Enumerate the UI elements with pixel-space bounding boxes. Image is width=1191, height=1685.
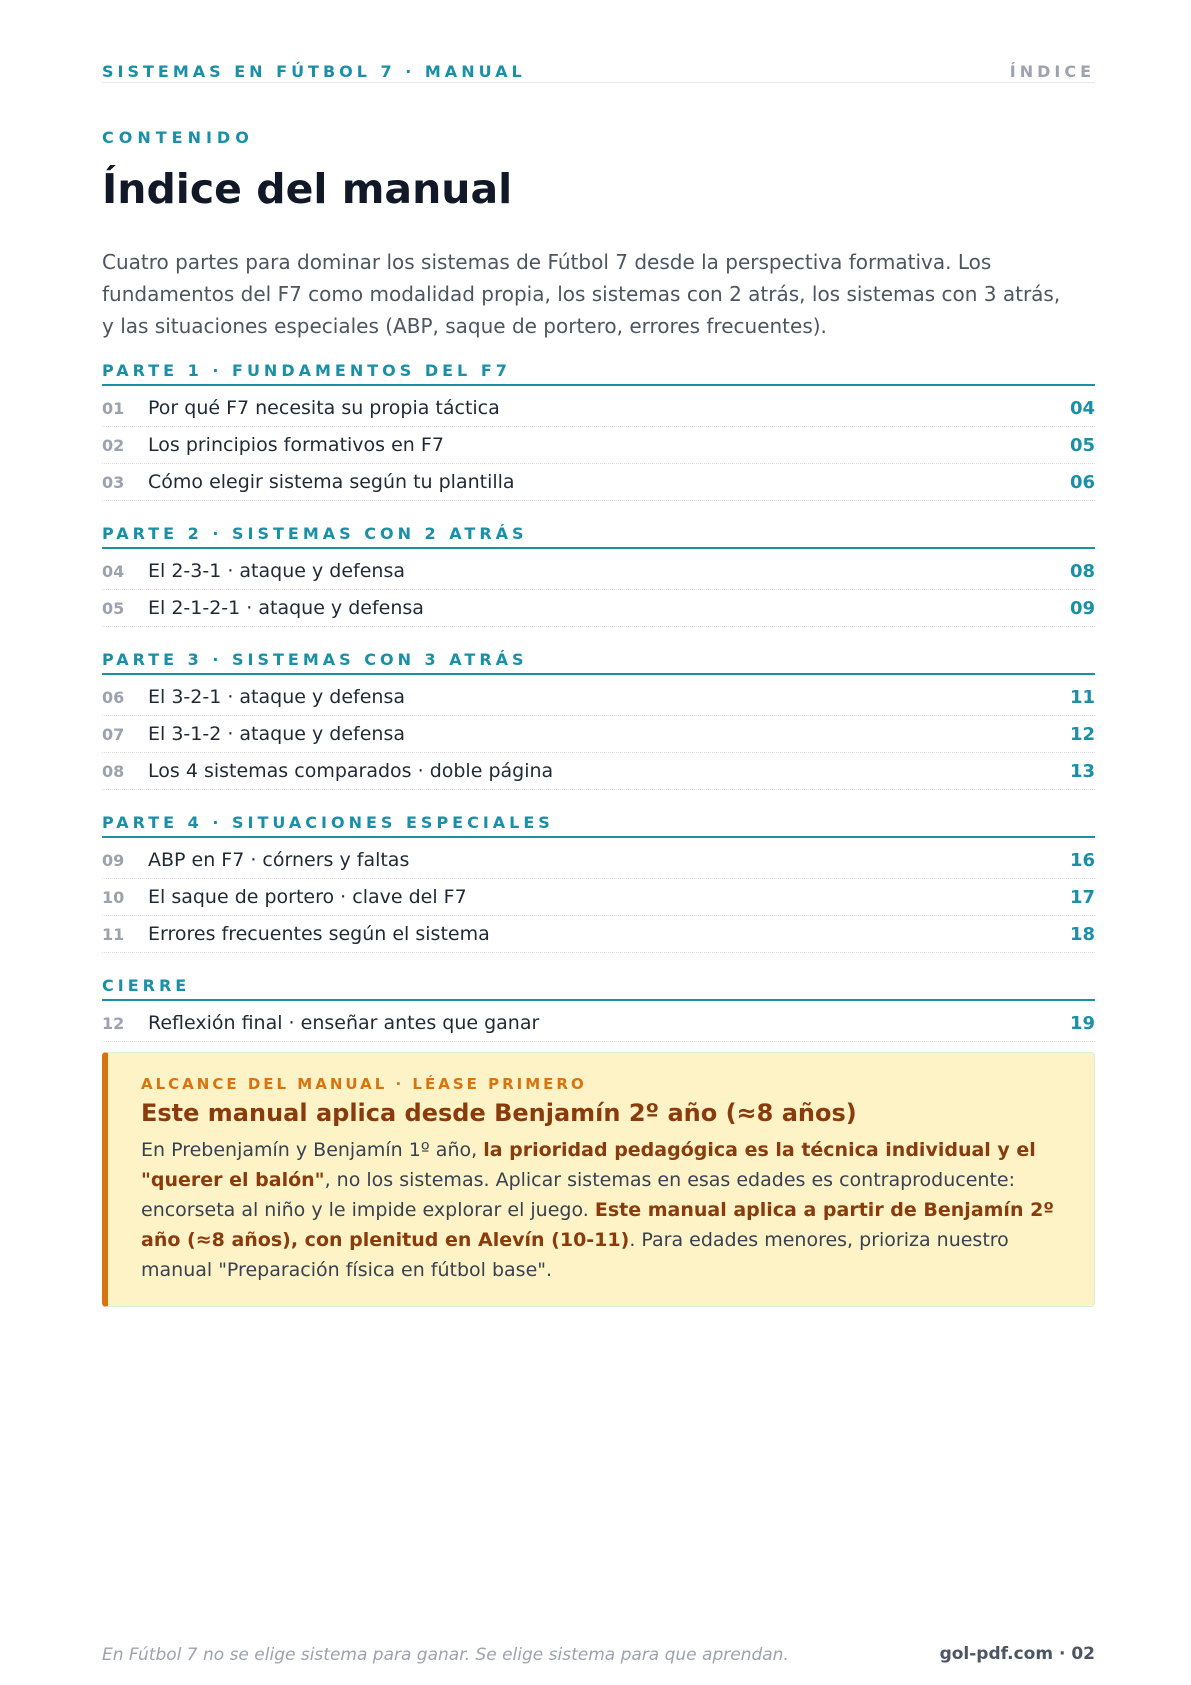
toc-entry[interactable] bbox=[102, 879, 1095, 916]
callout-title: Este manual aplica desde Benjamín 2º año (≈8 años) bbox=[141, 1099, 857, 1127]
toc-part bbox=[102, 649, 1095, 790]
toc-entry-page: 09 bbox=[1069, 598, 1095, 619]
toc-entry[interactable] bbox=[102, 916, 1095, 953]
intro-paragraph: Cuatro partes para dominar los sistemas de Fútbol 7 desde la perspectiva formativa. Los fundamentos del F7 como modalidad propia, los sistemas con 2 atrás, los sistemas con 3 atrás, y las situaciones especiales (ABP, saque de portero, errores frecuentes). bbox=[102, 250, 1061, 338]
toc-part-heading: PARTE 1 · FUNDAMENTOS DEL F7 bbox=[102, 360, 1095, 386]
toc-entry-title: Errores frecuentes según el sistema bbox=[148, 923, 490, 945]
toc-entry[interactable] bbox=[102, 590, 1095, 627]
toc-part-heading: PARTE 3 · SISTEMAS CON 3 ATRÁS bbox=[102, 649, 1095, 675]
toc-entry-number: 03 bbox=[102, 473, 125, 492]
toc-entry-number: 05 bbox=[102, 599, 125, 618]
toc-entry-page: 05 bbox=[1069, 435, 1095, 456]
toc-entry-page: 17 bbox=[1069, 887, 1095, 908]
toc-entry-title: Los 4 sistemas comparados · doble página bbox=[148, 760, 554, 782]
footer-site-page: gol-pdf.com · 02 bbox=[939, 1644, 1095, 1664]
callout-text: . Para edades menores, prioriza nuestro manual "Preparación física en fútbol base". bbox=[141, 1229, 1009, 1281]
toc-entry-number: 11 bbox=[102, 925, 125, 944]
toc-entry-number: 08 bbox=[102, 762, 125, 781]
toc-entry-title: ABP en F7 · córners y faltas bbox=[148, 849, 410, 871]
toc-entry[interactable] bbox=[102, 390, 1095, 427]
toc-entry-number: 07 bbox=[102, 725, 125, 744]
callout-kicker: ALCANCE DEL MANUAL · LÉASE PRIMERO bbox=[141, 1075, 587, 1093]
toc-entry-title: El 2-3-1 · ataque y defensa bbox=[148, 560, 405, 582]
toc-entry[interactable] bbox=[102, 553, 1095, 590]
toc-entry-title: El 3-2-1 · ataque y defensa bbox=[148, 686, 405, 708]
scope-callout bbox=[102, 1052, 1095, 1307]
toc-entry-number: 04 bbox=[102, 562, 125, 581]
section-kicker: CONTENIDO bbox=[102, 128, 254, 147]
toc-entry[interactable] bbox=[102, 679, 1095, 716]
toc-entry-title: El 3-1-2 · ataque y defensa bbox=[148, 723, 405, 745]
toc-part-heading: PARTE 4 · SITUACIONES ESPECIALES bbox=[102, 812, 1095, 838]
toc-part bbox=[102, 975, 1095, 1042]
toc-entry-page: 06 bbox=[1069, 472, 1095, 493]
toc-entry-number: 12 bbox=[102, 1014, 125, 1033]
callout-body bbox=[141, 1135, 1066, 1285]
page-title: Índice del manual bbox=[102, 165, 513, 213]
toc-entry[interactable] bbox=[102, 842, 1095, 879]
callout-text: , no los sistemas. Aplicar sistemas en esas edades es contraproducente: encorseta al niño y le impide explorar el juego. bbox=[141, 1169, 1015, 1221]
toc-entry-title: El 2-1-2-1 · ataque y defensa bbox=[148, 597, 424, 619]
toc-entry-number: 10 bbox=[102, 888, 125, 907]
toc-entry-number: 02 bbox=[102, 436, 125, 455]
callout-text: En Prebenjamín y Benjamín 1º año, bbox=[141, 1139, 484, 1161]
toc-entry-title: Por qué F7 necesita su propia táctica bbox=[148, 397, 500, 419]
toc-entry-number: 06 bbox=[102, 688, 125, 707]
toc-part-heading: PARTE 2 · SISTEMAS CON 2 ATRÁS bbox=[102, 523, 1095, 549]
toc-entry-title: El saque de portero · clave del F7 bbox=[148, 886, 467, 908]
toc-part-heading: CIERRE bbox=[102, 975, 1095, 1001]
table-of-contents bbox=[102, 360, 1095, 1046]
toc-entry-page: 11 bbox=[1069, 687, 1095, 708]
toc-entry-page: 13 bbox=[1069, 761, 1095, 782]
toc-entry-title: Reflexión final · enseñar antes que ganar bbox=[148, 1012, 540, 1034]
toc-entry[interactable] bbox=[102, 1005, 1095, 1042]
toc-entry-page: 08 bbox=[1069, 561, 1095, 582]
toc-entry[interactable] bbox=[102, 464, 1095, 501]
toc-entry-number: 01 bbox=[102, 399, 125, 418]
toc-entry-title: Cómo elegir sistema según tu plantilla bbox=[148, 471, 515, 493]
callout-highlight: la prioridad pedagógica es la técnica individual y el "querer el balón" bbox=[141, 1139, 1036, 1191]
toc-part bbox=[102, 523, 1095, 627]
toc-entry[interactable] bbox=[102, 427, 1095, 464]
running-header bbox=[102, 62, 1095, 83]
toc-entry-page: 18 bbox=[1069, 924, 1095, 945]
header-section-label: ÍNDICE bbox=[1009, 62, 1095, 81]
toc-entry-title: Los principios formativos en F7 bbox=[148, 434, 444, 456]
toc-entry-page: 04 bbox=[1069, 398, 1095, 419]
toc-entry[interactable] bbox=[102, 716, 1095, 753]
toc-part bbox=[102, 360, 1095, 501]
toc-entry-page: 12 bbox=[1069, 724, 1095, 745]
toc-entry-page: 16 bbox=[1069, 850, 1095, 871]
toc-part bbox=[102, 812, 1095, 953]
callout-highlight: Este manual aplica a partir de Benjamín 2º año (≈8 años), con plenitud en Alevín (10-11) bbox=[141, 1199, 1055, 1251]
footer-quote: En Fútbol 7 no se elige sistema para ganar. Se elige sistema para que aprendan. bbox=[102, 1645, 789, 1665]
toc-entry-page: 19 bbox=[1069, 1013, 1095, 1034]
toc-entry[interactable] bbox=[102, 753, 1095, 790]
toc-entry-number: 09 bbox=[102, 851, 125, 870]
header-manual-title: SISTEMAS EN FÚTBOL 7 · MANUAL bbox=[102, 62, 526, 81]
